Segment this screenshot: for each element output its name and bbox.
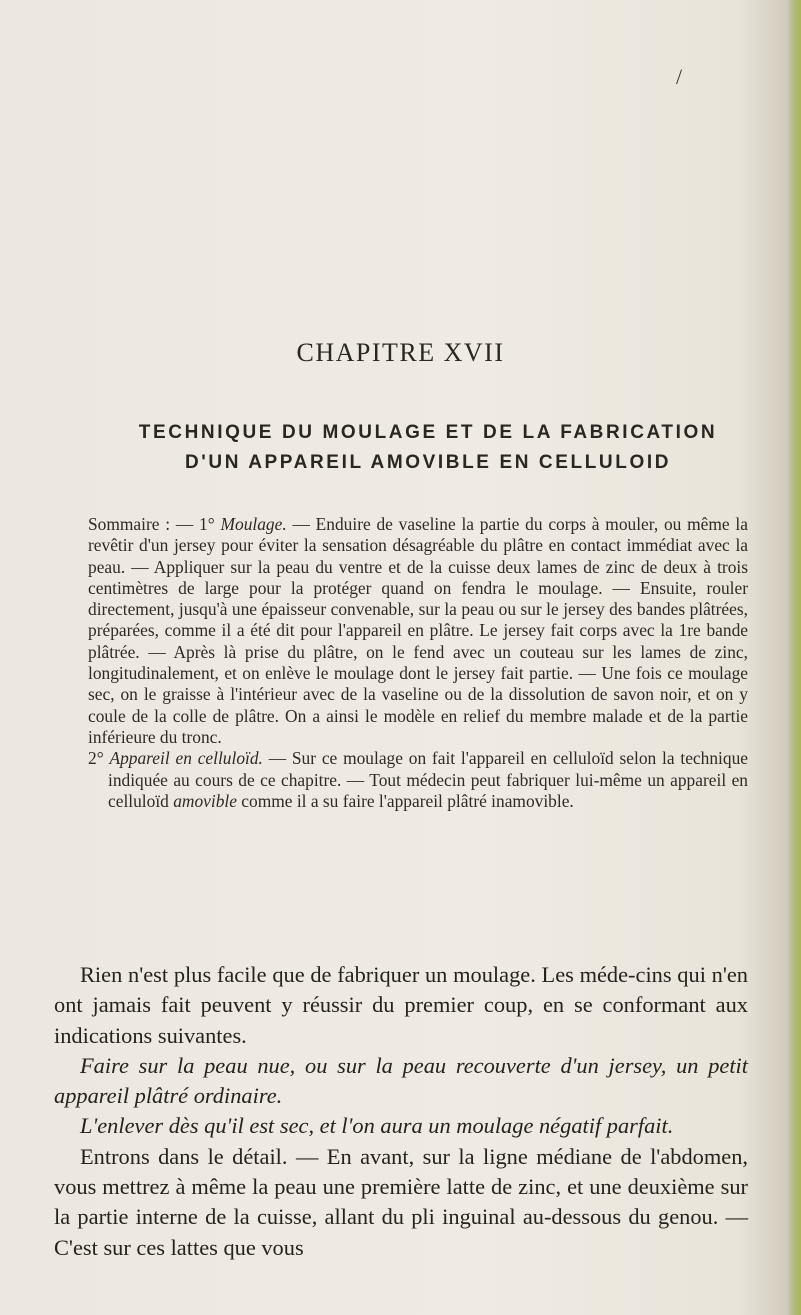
summary-item-1 (88, 514, 748, 748)
summary-item-2-text-a: — Sur ce moulage on fait l'appareil en celluloïd selon la technique indiquée au cours de ce chapitre. — Tout médecin peut fabriquer lui-même un appareil en celluloïd (108, 748, 748, 811)
body-paragraph-4: Entrons dans le détail. — En avant, sur la ligne médiane de l'abdomen, vous mettrez à même la peau une première latte de zinc, et une deuxième sur la partie interne de la cuisse, allant du pli inguinal au-dessous du genou. — C'est sur ces lattes que vous (54, 1143, 748, 1260)
chapter-heading-line-1: TECHNIQUE DU MOULAGE ET DE LA FABRICATION (138, 422, 718, 443)
pencil-mark: / (676, 64, 683, 89)
summary-item-2-title: Appareil en celluloïd. (109, 748, 263, 769)
summary-item-1-title: Moulage. (220, 514, 287, 534)
summary-label: Sommaire : — 1° (88, 514, 215, 534)
summary-item-2-number: 2° (88, 748, 104, 769)
summary-item-2 (88, 748, 748, 812)
body-paragraph-1: Rien n'est plus facile que de fabriquer un moulage. Les méde-cins qui n'en ont jamais fait peuvent y réussir du premier coup, en se conformant aux indications suivantes. (54, 962, 748, 1048)
page-edge-shadow (787, 0, 801, 1315)
summary-item-2-emphasis: amovible (173, 790, 237, 811)
chapter-heading-line-2: D'UN APPAREIL AMOVIBLE EN CELLULOID (184, 452, 672, 473)
body-text (54, 960, 748, 1263)
summary-item-1-text: — Enduire de vaseline la partie du corps à mouler, ou même la revêtir d'un jersey pour éviter la sensation désagréable du plâtre en contact immédiat avec la peau. — Appliquer sur la peau du ventre et de la cuisse deux lames de zinc de deux à trois centimètres de large pour la protéger quand on fendra le moulage. — Ensuite, rouler directement, jusqu'à une épaisseur convenable, sur la peau ou sur le jersey des bandes plâtrées, préparées, comme il a été dit pour l'appareil en plâtre. Le jersey fait corps avec la 1re bande plâtrée. — Après là prise du plâtre, on le fend avec un couteau sur les lames de zinc, longitudinalement, et on enlève le moulage dont le jersey fait partie. — Une fois ce moulage sec, on le graisse à l'intérieur avec de la vaseline ou de la dissolution de savon noir, et on y coule de la colle de plâtre. On a ainsi le modèle en relief du membre malade et de la partie inférieure du tronc. (88, 514, 748, 747)
body-paragraph-2: Faire sur la peau nue, ou sur la peau recouverte d'un jersey, un petit appareil plâtré ordinaire. (54, 1052, 748, 1109)
chapter-title: CHAPITRE XVII (296, 338, 505, 367)
summary-item-2-text-b: comme il a su faire l'appareil plâtré inamovible. (236, 790, 574, 811)
chapter-summary (88, 514, 748, 812)
body-paragraph-3: L'enlever dès qu'il est sec, et l'on aura un moulage négatif parfait. (80, 1113, 674, 1139)
